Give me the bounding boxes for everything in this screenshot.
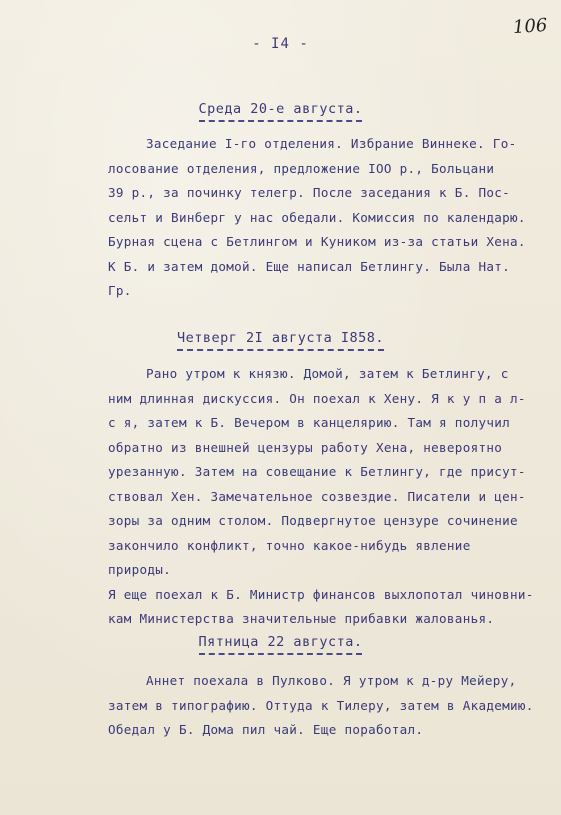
entry-heading <box>0 634 561 655</box>
entry-heading-text: Четверг 2I августа I858. <box>177 330 384 351</box>
entry-heading-text: Среда 20-е августа. <box>199 101 363 122</box>
archive-number: 106 <box>511 14 548 39</box>
entry-text: Рано утром к князю. Домой, затем к Бетлингу, с ним длинная дискуссия. Он поехал к Хену. Я к у п а л- с я, затем к Б. Вечером в канцелярию. Там я получил обратно из внешней цензуры работу Хена, невероятно урезанную. Затем на совещание к Бетлингу, где присут- ствовал Хен. Замечательное созвездие. Писатели и цен- зоры за одним столом. Подвергнутое цензуре сочинение закончило конфликт, точно какое-нибудь явление природы. Я еще поехал к Б. Министр финансов выхлопотал чиновни- кам Министерства значительные прибавки жалованья. <box>108 366 534 626</box>
entry-heading-text: Пятница 22 августа. <box>199 634 363 655</box>
entry-text: Аннет поехала в Пулково. Я утром к д-ру Мейеру, затем в типографию. Оттуда к Тилеру, затем в Академию. Обедал у Б. Дома пил чай. Еще поработал. <box>108 673 534 737</box>
entry-heading <box>0 330 561 351</box>
entry-heading <box>0 101 561 122</box>
entry-text: Заседание I-го отделения. Избрание Виннеке. Го- лосование отделения, предложение IOO р., Больцани 39 р., за починку телегр. После заседания к Б. Пос- сельт и Винберг у нас обедали. Комиссия по календарю. Бурная сцена с Бетлингом и Куником из-за статьи Хена. К Б. и затем домой. Еще написал Бетлингу. Была Нат. Гр. <box>108 136 526 298</box>
page-number: - I4 - <box>252 36 309 52</box>
